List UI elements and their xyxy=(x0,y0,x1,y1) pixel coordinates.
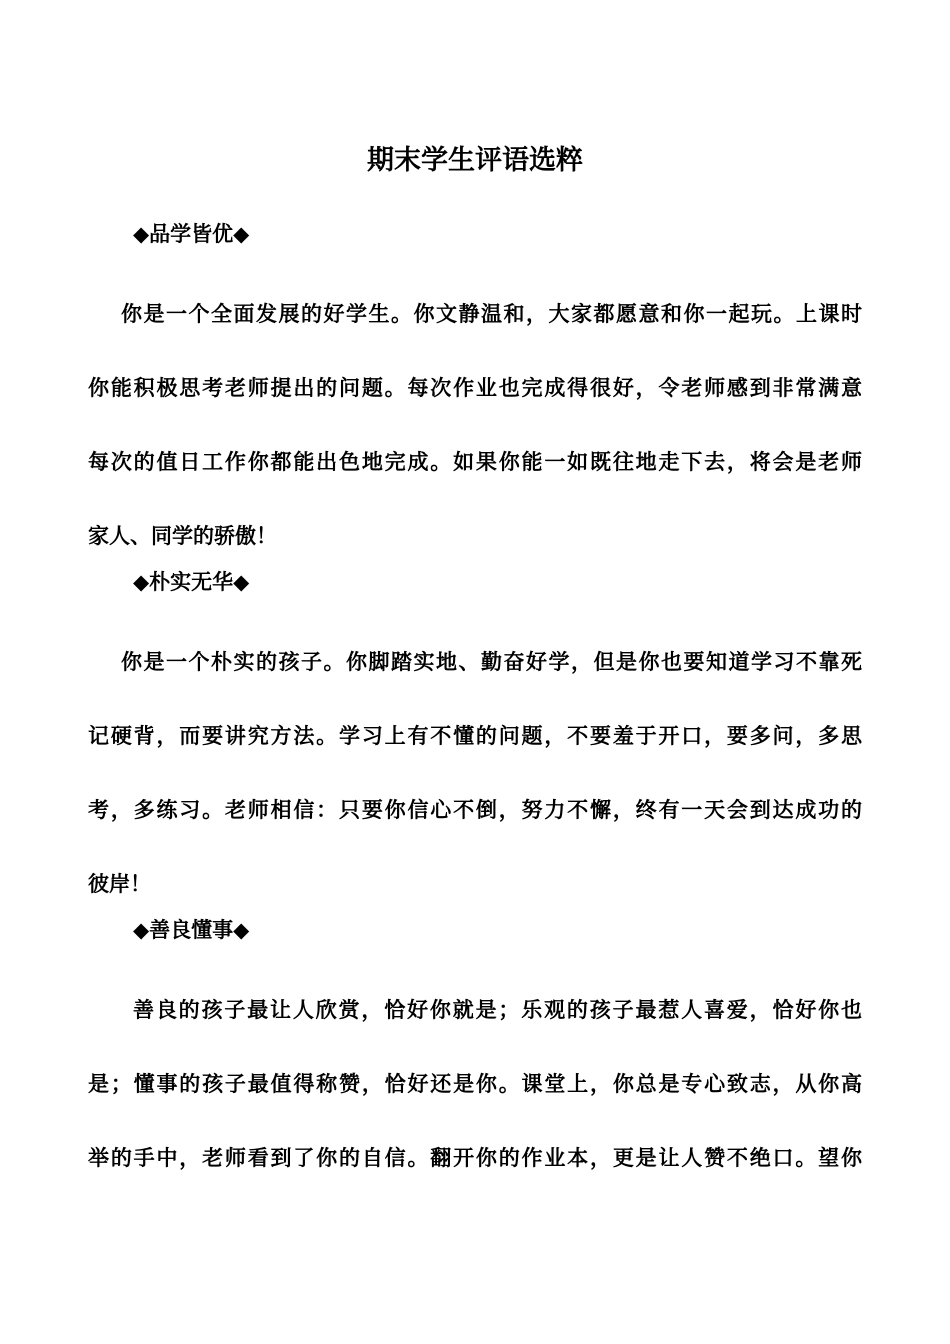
paragraph-line: 考，多练习。老师相信：只要你信心不倒，努力不懈，终有一天会到达成功的 xyxy=(88,798,862,822)
section-shanliang xyxy=(88,912,862,1214)
section-heading: ◆品学皆优◆ xyxy=(133,222,250,246)
page-title: 期末学生评语选粹 xyxy=(367,145,583,176)
paragraph-line: 你是一个全面发展的好学生。你文静温和，大家都愿意和你一起玩。上课时 xyxy=(121,302,862,326)
paragraph-line: 是；懂事的孩子最值得称赞，恰好还是你。课堂上，你总是专心致志，从你高 xyxy=(88,1072,862,1096)
paragraph-line: 记硬背，而要讲究方法。学习上有不懂的问题，不要羞于开口，要多问，多思 xyxy=(88,724,862,748)
section-heading: ◆善良懂事◆ xyxy=(133,918,250,942)
paragraph-line: 家人、同学的骄傲！ xyxy=(88,524,277,548)
paragraph-line: 善良的孩子最让人欣赏，恰好你就是；乐观的孩子最惹人喜爱，恰好你也 xyxy=(133,998,862,1022)
paragraph-line: 你是一个朴实的孩子。你脚踏实地、勤奋好学，但是你也要知道学习不靠死 xyxy=(121,650,862,674)
paragraph-line: 你能积极思考老师提出的问题。每次作业也完成得很好，令老师感到非常满意 xyxy=(88,376,862,400)
section-pinxue xyxy=(88,216,862,592)
paragraph-line: 每次的值日工作你都能出色地完成。如果你能一如既往地走下去，将会是老师 xyxy=(88,450,862,474)
paragraph-line: 彼岸！ xyxy=(88,872,151,896)
section-heading: ◆朴实无华◆ xyxy=(133,570,250,594)
paragraph-line: 举的手中，老师看到了你的自信。翻开你的作业本，更是让人赞不绝口。望你 xyxy=(88,1146,862,1170)
section-pushi xyxy=(88,564,862,940)
